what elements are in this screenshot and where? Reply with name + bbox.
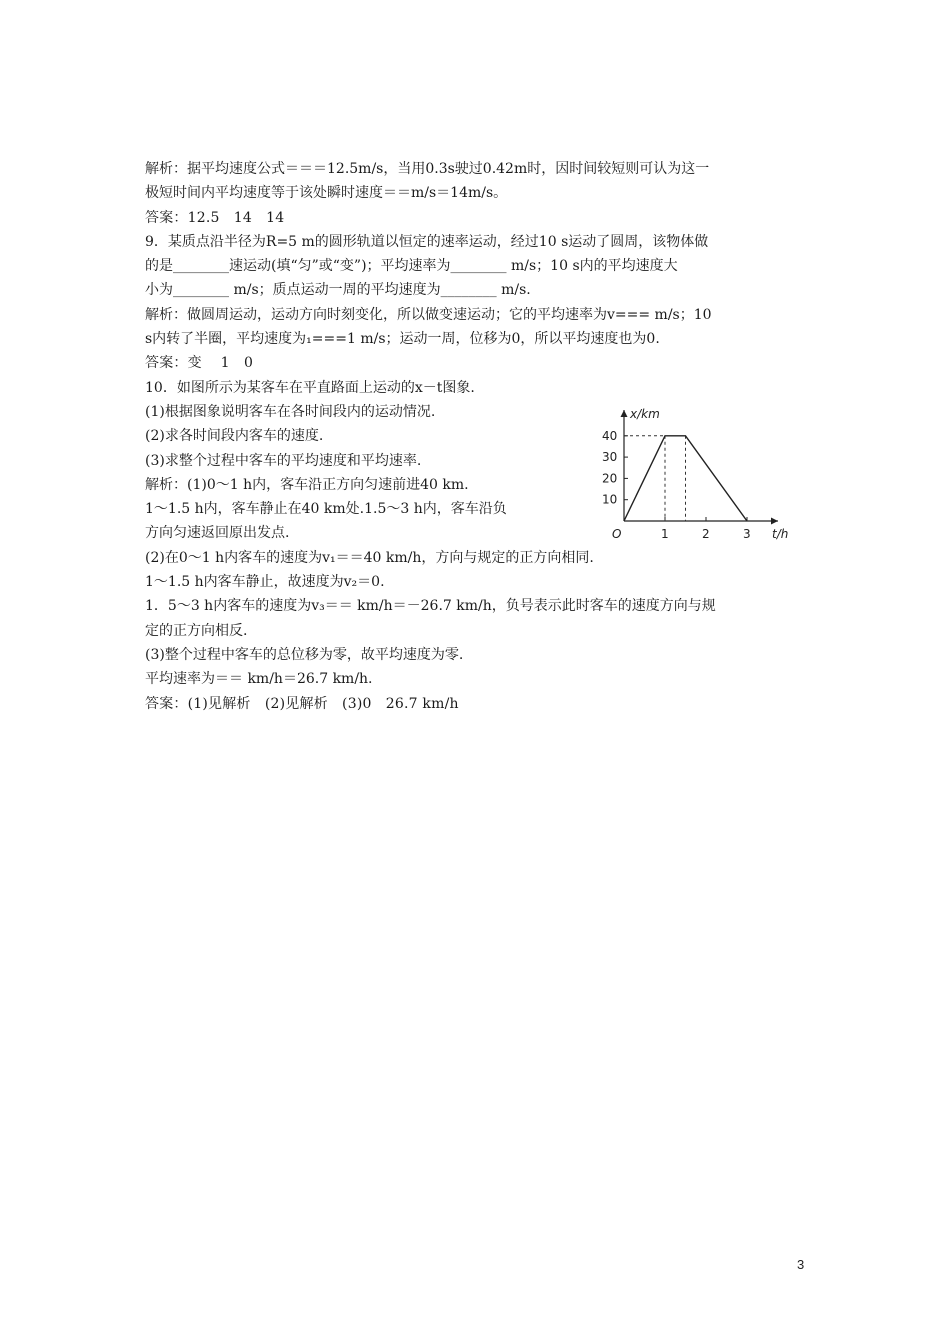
y-axis-label: x/km xyxy=(630,407,660,421)
x-tick-label: 3 xyxy=(743,527,751,541)
text-line: 方向匀速返回原出发点. xyxy=(145,525,290,542)
text-line: 1～1.5 h内客车静止，故速度为v₂＝0. xyxy=(145,574,385,591)
text-line: (2)在0～1 h内客车的速度为v₁＝＝40 km/h，方向与规定的正方向相同. xyxy=(145,549,594,566)
answer-line: 答案：变 1 0 xyxy=(145,355,254,372)
x-tick-label: 1 xyxy=(661,527,669,541)
text-line: 平均速率为＝＝ km/h＝26.7 km/h. xyxy=(145,671,373,688)
origin-label: O xyxy=(612,527,622,541)
text-line: 解析：做圆周运动，运动方向时刻变化，所以做变速运动；它的平均速率为v=== m/s；10 xyxy=(145,306,712,323)
question-9-line: 小为________ m/s；质点运动一周的平均速度为________ m/s. xyxy=(145,282,531,299)
y-tick-label: 30 xyxy=(602,450,618,465)
question-10-line: (2)求各时间段内客车的速度. xyxy=(145,428,324,445)
question-10-line: 10．如图所示为某客车在平直路面上运动的x－t图象. xyxy=(145,379,475,396)
text-line: 1～1.5 h内，客车静止在40 km处.1.5～3 h内，客车沿负 xyxy=(145,501,507,518)
x-axis-label: t/h xyxy=(772,527,789,541)
x-tick-label: 2 xyxy=(702,527,710,541)
answer-line: 答案：12.5 14 14 xyxy=(145,209,285,226)
question-9-line: 9．某质点沿半径为R=5 m的圆形轨道以恒定的速率运动，经过10 s运动了圆周，该物体做 xyxy=(145,233,709,250)
xt-graph xyxy=(596,402,792,542)
question-10-line: (1)根据图象说明客车在各时间段内的运动情况. xyxy=(145,403,436,420)
y-tick-label: 40 xyxy=(602,428,618,443)
text-line: s内转了半圈，平均速度为₁===1 m/s；运动一周，位移为0，所以平均速度也为0. xyxy=(145,331,660,348)
text-line: 解析：据平均速度公式＝＝＝12.5m/s，当用0.3s驶过0.42m时，因时间较短则可认为这一 xyxy=(145,161,710,177)
question-9-line: 的是________速运动(填“匀”或“变”)；平均速率为________ m/s；10 s内的平均速度大 xyxy=(145,258,678,275)
text-line: 解析：(1)0～1 h内，客车沿正方向匀速前进40 km. xyxy=(145,476,469,493)
page-number: 3 xyxy=(797,1257,805,1272)
answer-line: 答案：(1)见解析 (2)见解析 (3)0 26.7 km/h xyxy=(145,695,459,712)
text-line: 定的正方向相反. xyxy=(145,622,248,639)
text-line: 1．5～3 h内客车的速度为v₃＝＝ km/h＝－26.7 km/h，负号表示此时客车的速度方向与规 xyxy=(145,598,716,615)
y-tick-label: 10 xyxy=(602,492,618,507)
text-line: 极短时间内平均速度等于该处瞬时速度＝＝m/s＝14m/s。 xyxy=(145,185,508,202)
y-tick-label: 20 xyxy=(602,471,618,486)
question-10-line: (3)求整个过程中客车的平均速度和平均速率. xyxy=(145,452,422,469)
text-line: (3)整个过程中客车的总位移为零，故平均速度为零. xyxy=(145,646,464,663)
